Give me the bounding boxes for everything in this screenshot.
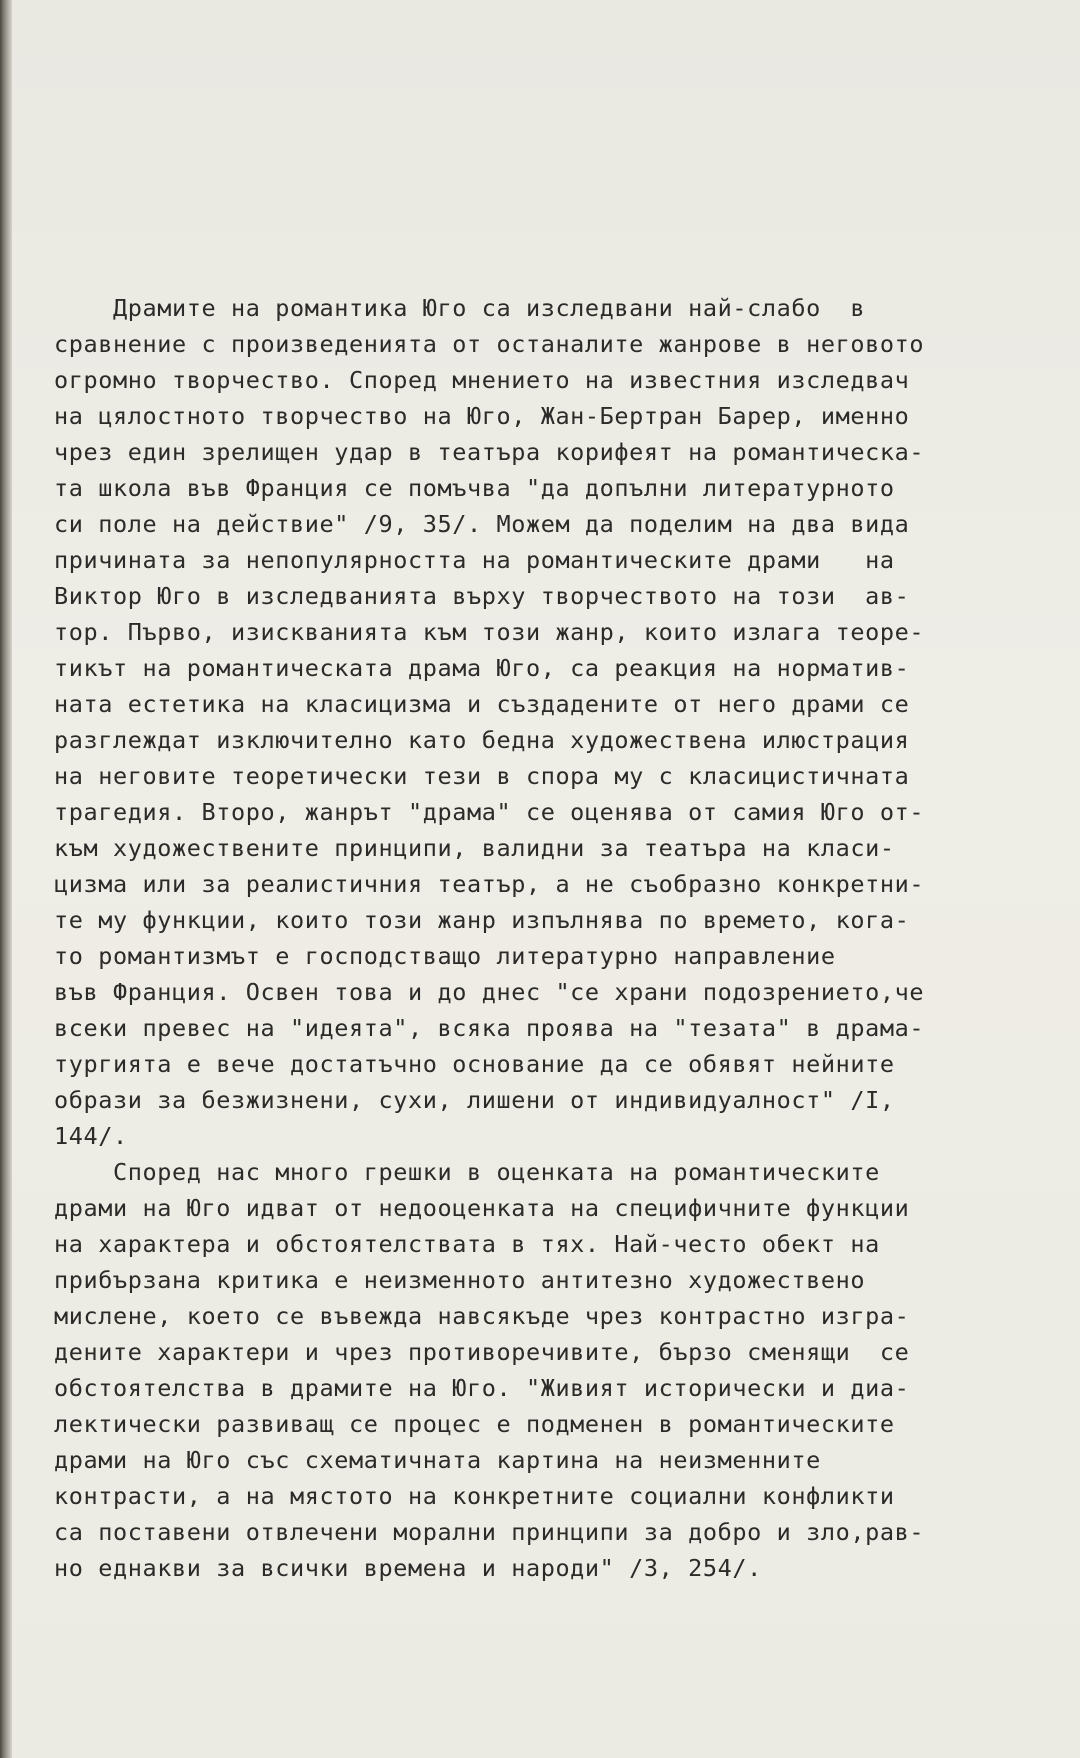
text-line: цизма или за реалистичния театър, а не съобразно конкретни- bbox=[54, 870, 925, 898]
text-line: Според нас много грешки в оценката на романтическите bbox=[54, 1158, 880, 1186]
text-line: образи за безжизнени, сухи, лишени от индивидуалност" /I, bbox=[54, 1086, 895, 1114]
text-line: 144/. bbox=[54, 1122, 128, 1150]
text-line: чрез един зрелищен удар в театъра корифеят на романтическа- bbox=[54, 438, 925, 466]
text-line: но еднакви за всички времена и народи" /3, 254/. bbox=[54, 1554, 762, 1582]
paragraph-1 bbox=[54, 290, 1034, 1154]
text-line: във Франция. Освен това и до днес "се храни подозрението,че bbox=[54, 978, 925, 1006]
text-line: към художествените принципи, валидни за театъра на класи- bbox=[54, 834, 895, 862]
text-line: огромно творчество. Според мнението на известния изследвач bbox=[54, 366, 910, 394]
text-line: трагедия. Второ, жанрът "драма" се оценява от самия Юго от- bbox=[54, 798, 925, 826]
text-line: на цялостното творчество на Юго, Жан-Бертран Барер, именно bbox=[54, 402, 910, 430]
text-line: са поставени отвлечени морални принципи за добро и зло,рав- bbox=[54, 1518, 925, 1546]
text-line: Драмите на романтика Юго са изследвани най-слабо в bbox=[54, 294, 866, 322]
text-line: сравнение с произведенията от останалите жанрове в неговото bbox=[54, 330, 925, 358]
page-binding-edge bbox=[0, 0, 12, 1758]
text-line: тикът на романтическата драма Юго, са реакция на норматив- bbox=[54, 654, 910, 682]
text-line: прибързана критика е неизменното антитезно художествено bbox=[54, 1266, 866, 1294]
text-line: обстоятелства в драмите на Юго. "Живият исторически и диа- bbox=[54, 1374, 910, 1402]
text-line: драми на Юго със схематичната картина на неизменните bbox=[54, 1446, 821, 1474]
text-line: мислене, което се въвежда навсякъде чрез контрастно изгра- bbox=[54, 1302, 910, 1330]
text-line: те му функции, които този жанр изпълнява по времето, кога- bbox=[54, 906, 910, 934]
text-line: драми на Юго идват от недооценката на специфичните функции bbox=[54, 1194, 910, 1222]
text-line: разглеждат изключително като бедна художествена илюстрация bbox=[54, 726, 910, 754]
text-line: контрасти, а на мястото на конкретните социални конфликти bbox=[54, 1482, 895, 1510]
text-line: всеки превес на "идеята", всяка проява на "тезата" в драма- bbox=[54, 1014, 925, 1042]
text-line: Виктор Юго в изследванията върху творчеството на този ав- bbox=[54, 582, 910, 610]
text-line: лектически развиващ се процес е подменен в романтическите bbox=[54, 1410, 895, 1438]
paragraph-2 bbox=[54, 1154, 1034, 1586]
text-line: тургията е вече достатъчно основание да се обявят нейните bbox=[54, 1050, 895, 1078]
text-line: тор. Първо, изискванията към този жанр, които излага теоре- bbox=[54, 618, 925, 646]
text-line: си поле на действие" /9, 35/. Можем да поделим на два вида bbox=[54, 510, 910, 538]
text-line: на характера и обстоятелствата в тях. Най-често обект на bbox=[54, 1230, 880, 1258]
body-text bbox=[54, 290, 1034, 1586]
text-line: ната естетика на класицизма и създадените от него драми се bbox=[54, 690, 910, 718]
text-line: то романтизмът е господстващо литературно направление bbox=[54, 942, 836, 970]
text-line: на неговите теоретически тези в спора му с класицистичната bbox=[54, 762, 910, 790]
text-line: причината за непопулярността на романтическите драми на bbox=[54, 546, 895, 574]
text-line: та школа във Франция се помъчва "да допълни литературното bbox=[54, 474, 895, 502]
text-line: дените характери и чрез противоречивите, бързо сменящи се bbox=[54, 1338, 910, 1366]
